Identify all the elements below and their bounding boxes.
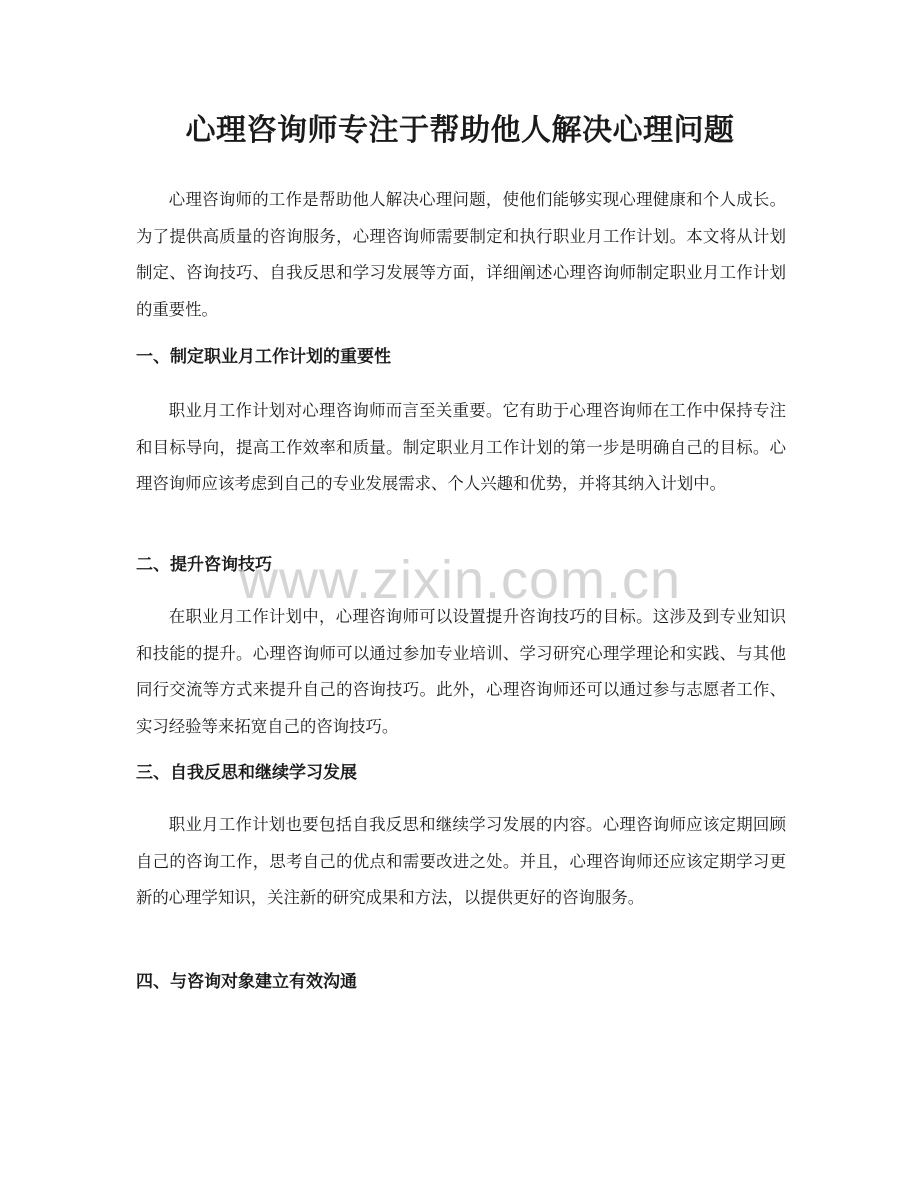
section-body-2: 在职业月工作计划中，心理咨询师可以设置提升咨询技巧的目标。这涉及到专业知识和技能的提升。心理咨询师可以通过参加专业培训、学习研究心理学理论和实践、与其他同行交流等方式来提升自己的咨询技巧。此外，心理咨询师还可以通过参与志愿者工作、实习经验等来拓宽自己的咨询技巧。 (136, 607, 786, 736)
section-body-1: 职业月工作计划对心理咨询师而言至关重要。它有助于心理咨询师在工作中保持专注和目标导向，提高工作效率和质量。制定职业月工作计划的第一步是明确自己的目标。心理咨询师应该考虑到自己的专业发展需求、个人兴趣和优势，并将其纳入计划中。 (136, 401, 786, 493)
document-title: 心理咨询师专注于帮助他人解决心理问题 (185, 113, 735, 148)
section-heading-4: 四、与咨询对象建立有效沟通 (136, 972, 357, 992)
section-heading-3: 三、自我反思和继续学习发展 (136, 763, 357, 783)
section-heading-2: 二、提升咨询技巧 (136, 555, 272, 575)
intro-paragraph: 心理咨询师的工作是帮助他人解决心理问题，使他们能够实现心理健康和个人成长。为了提供高质量的咨询服务，心理咨询师需要制定和执行职业月工作计划。本文将从计划制定、咨询技巧、自我反思和学习发展等方面，详细阐述心理咨询师制定职业月工作计划的重要性。 (136, 190, 786, 319)
watermark: www.zixin.com.cn (238, 550, 682, 610)
section-body-3: 职业月工作计划也要包括自我反思和继续学习发展的内容。心理咨询师应该定期回顾自己的咨询工作，思考自己的优点和需要改进之处。并且，心理咨询师还应该定期学习更新的心理学知识，关注新的研究成果和方法，以提供更好的咨询服务。 (136, 815, 786, 907)
section-heading-1: 一、制定职业月工作计划的重要性 (136, 347, 391, 367)
